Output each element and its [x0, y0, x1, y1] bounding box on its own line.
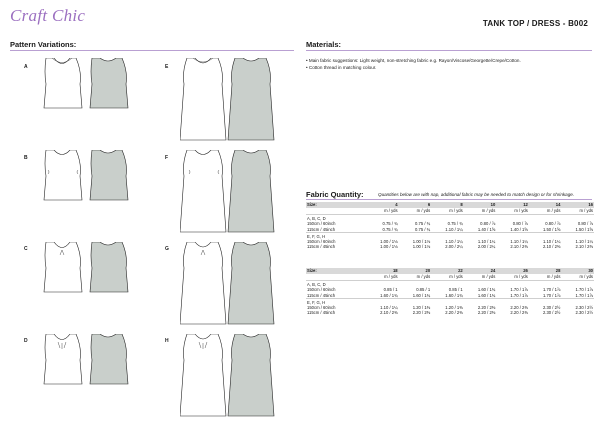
table-cell: 1.60 / 1¾ [477, 292, 496, 298]
fabric-quantity-heading: Fabric Quantity: [306, 190, 364, 199]
table-cell: 1.70 / 1⅞ [575, 287, 593, 293]
table-cell: 2.00 / 2¼ [477, 244, 496, 250]
group-row [306, 215, 594, 222]
table-cell: 2.30 / 2½ [542, 310, 561, 316]
tank-top-b-illustration [40, 150, 130, 202]
table-cell: 0.85 / 1 [416, 287, 431, 293]
variation-label-f: F [165, 155, 169, 161]
pattern-variations-heading: Pattern Variations: [10, 40, 77, 49]
unit-cell: m / yds [384, 274, 398, 279]
table-row [306, 244, 594, 249]
group-row [306, 281, 594, 288]
tank-top-a-illustration [40, 58, 130, 110]
table-cell: 1.00 / 1⅛ [412, 239, 431, 245]
row-label: 115cm / 45inch [307, 244, 336, 250]
table-cell: 1.10 / 1¼ [575, 239, 593, 245]
table-cell: 0.85 / 1 [383, 287, 398, 293]
table-cell: 1.60 / 1¾ [477, 287, 496, 293]
unit-cell: m / yds [579, 208, 593, 213]
table-cell: 1.60 / 1¾ [380, 292, 398, 298]
table-cell: 1.10 / 1¼ [510, 239, 528, 245]
size-cell: 30 [561, 268, 594, 274]
table-cell: 1.70 / 1⅞ [575, 292, 593, 298]
table-cell: 1.00 / 1⅛ [380, 244, 398, 250]
fabric-quantity-table-2 [306, 268, 594, 316]
row-label: 115cm / 45inch [307, 310, 336, 316]
table-cell: 1.10 / 1¼ [445, 239, 463, 245]
dress-f-illustration [180, 150, 276, 234]
unit-cell: m / yds [481, 274, 496, 279]
materials-list [306, 58, 596, 71]
table-cell: 2.20 / 2⅜ [510, 310, 528, 316]
size-cell: 4 [366, 202, 399, 208]
table-cell: 2.30 / 2½ [542, 305, 561, 311]
group-label: A, B, C, D [306, 281, 366, 288]
table-cell: 1.00 / 1⅛ [380, 239, 398, 245]
unit-cell: m / yds [384, 208, 398, 213]
table-cell: 2.10 / 2⅜ [575, 244, 593, 250]
size-cell: 22 [431, 268, 464, 274]
table-cell: 1.60 / 1¾ [412, 292, 431, 298]
group-label: E, F, G, H [306, 232, 366, 239]
table-cell: 1.70 / 1⅞ [510, 287, 528, 293]
table-row [306, 310, 594, 315]
materials-heading: Materials: [306, 40, 342, 49]
unit-cell: m / yds [449, 208, 463, 213]
size-cell: 28 [529, 268, 562, 274]
table-cell: 2.00 / 2¼ [445, 244, 463, 250]
unit-cell: m / yds [579, 274, 593, 279]
table-cell: 1.70 / 1⅞ [510, 292, 528, 298]
table-cell: 0.75 / ¾ [415, 226, 431, 232]
table-cell: 1.40 / 1⅝ [510, 226, 528, 232]
table-cell: 2.20 / 2⅜ [477, 310, 496, 316]
unit-cell: m / yds [481, 208, 496, 213]
section-divider [306, 199, 592, 200]
table-cell: 0.75 / ¾ [447, 221, 463, 227]
table-cell: 1.50 / 1⅝ [542, 226, 561, 232]
unit-cell: m / yds [546, 208, 561, 213]
table-cell: 2.20 / 2⅜ [477, 305, 496, 311]
size-label: Size: [306, 268, 366, 274]
table-cell: 1.70 / 1⅞ [542, 292, 561, 298]
table-cell: 2.10 / 2⅜ [510, 244, 528, 250]
table-cell: 1.70 / 1⅞ [542, 287, 561, 293]
table-cell: 2.20 / 2⅜ [412, 310, 431, 316]
document-title: TANK TOP / DRESS - B002 [482, 19, 588, 28]
size-cell: 26 [496, 268, 529, 274]
table-cell: 0.75 / ¾ [382, 226, 398, 232]
table-cell: 2.20 / 2⅜ [510, 305, 528, 311]
brand-logo: Craft Chic [10, 6, 86, 25]
unit-cell: m / yds [514, 208, 528, 213]
table-cell: 1.20 / 1⅜ [445, 305, 463, 311]
table-cell: 2.20 / 2⅜ [445, 310, 463, 316]
table-cell: 1.20 / 1⅜ [412, 305, 431, 311]
tank-top-c-illustration [40, 242, 130, 294]
table-cell: 0.75 / ¾ [415, 221, 431, 227]
group-label: A, B, C, D [306, 215, 366, 222]
row-label: 150cm / 60inch [307, 305, 336, 311]
variation-label-a: A [24, 64, 28, 70]
size-label: Size: [306, 202, 366, 208]
size-cell: 18 [366, 268, 399, 274]
table-cell: 1.00 / 1⅛ [412, 244, 431, 250]
variation-label-c: C [24, 246, 28, 252]
variation-label-e: E [165, 64, 169, 70]
unit-cell: m / yds [514, 274, 528, 279]
table-cell: 0.80 / ⅞ [480, 221, 496, 227]
table-cell: 1.10 / 1¼ [380, 305, 398, 311]
table-cell: 2.30 / 2½ [575, 310, 593, 316]
table-cell: 0.75 / ¾ [382, 221, 398, 227]
fabric-quantity-note: Quantities below are with nap, additional fabric may be needed to match design or for shrinkage. [378, 192, 575, 197]
variation-label-d: D [24, 338, 28, 344]
size-cell: 8 [431, 202, 464, 208]
variation-label-h: H [165, 338, 169, 344]
table-cell: 2.10 / 2⅜ [380, 310, 398, 316]
size-cell: 10 [464, 202, 497, 208]
row-label: 150cm / 60inch [307, 239, 336, 245]
dress-e-illustration [180, 58, 276, 142]
table-cell: 1.10 / 1¼ [542, 239, 561, 245]
group-row [306, 298, 594, 305]
unit-cell: m / yds [546, 274, 561, 279]
table-cell: 0.85 / 1 [448, 287, 463, 293]
size-cell: 24 [464, 268, 497, 274]
size-cell: 16 [561, 202, 594, 208]
materials-item: • Cotton thread in matching colour. [306, 64, 377, 70]
table-cell: 1.40 / 1⅝ [477, 226, 496, 232]
variation-label-b: B [24, 155, 28, 161]
variation-label-g: G [165, 246, 169, 252]
table-cell: 0.80 / ⅞ [545, 221, 561, 227]
table-cell: 1.50 / 1⅝ [575, 226, 593, 232]
tank-top-d-illustration [40, 334, 130, 386]
unit-cell: m / yds [416, 208, 431, 213]
size-cell: 20 [399, 268, 432, 274]
unit-cell: m / yds [449, 274, 463, 279]
size-cell: 14 [529, 202, 562, 208]
table-cell: 1.60 / 1¾ [445, 292, 463, 298]
materials-item: • Main fabric suggestions: Light weight, non-stretching fabric e.g. Rayon/Viscose/Georgette/Crepe/Cotton. [306, 58, 521, 63]
table-cell: 2.10 / 2⅜ [542, 244, 561, 250]
size-cell: 12 [496, 202, 529, 208]
table-cell: 0.80 / ⅞ [577, 221, 593, 227]
row-label: 115cm / 45inch [307, 226, 336, 232]
fabric-quantity-table-1 [306, 202, 594, 250]
row-label: 115cm / 45inch [307, 292, 336, 298]
row-label: 150cm / 60inch [307, 221, 336, 227]
dress-h-illustration [180, 334, 276, 418]
row-label: 150cm / 60inch [307, 287, 336, 293]
table-cell: 2.30 / 2½ [575, 305, 593, 311]
table-cell: 1.10 / 1¼ [445, 226, 463, 232]
group-label: E, F, G, H [306, 298, 366, 305]
size-cell: 6 [399, 202, 432, 208]
table-cell: 0.80 / ⅞ [512, 221, 528, 227]
section-divider [306, 50, 592, 51]
group-row [306, 232, 594, 239]
unit-cell: m / yds [416, 274, 431, 279]
table-cell: 1.10 / 1¼ [477, 239, 496, 245]
dress-g-illustration [180, 242, 276, 326]
section-divider [10, 50, 294, 51]
